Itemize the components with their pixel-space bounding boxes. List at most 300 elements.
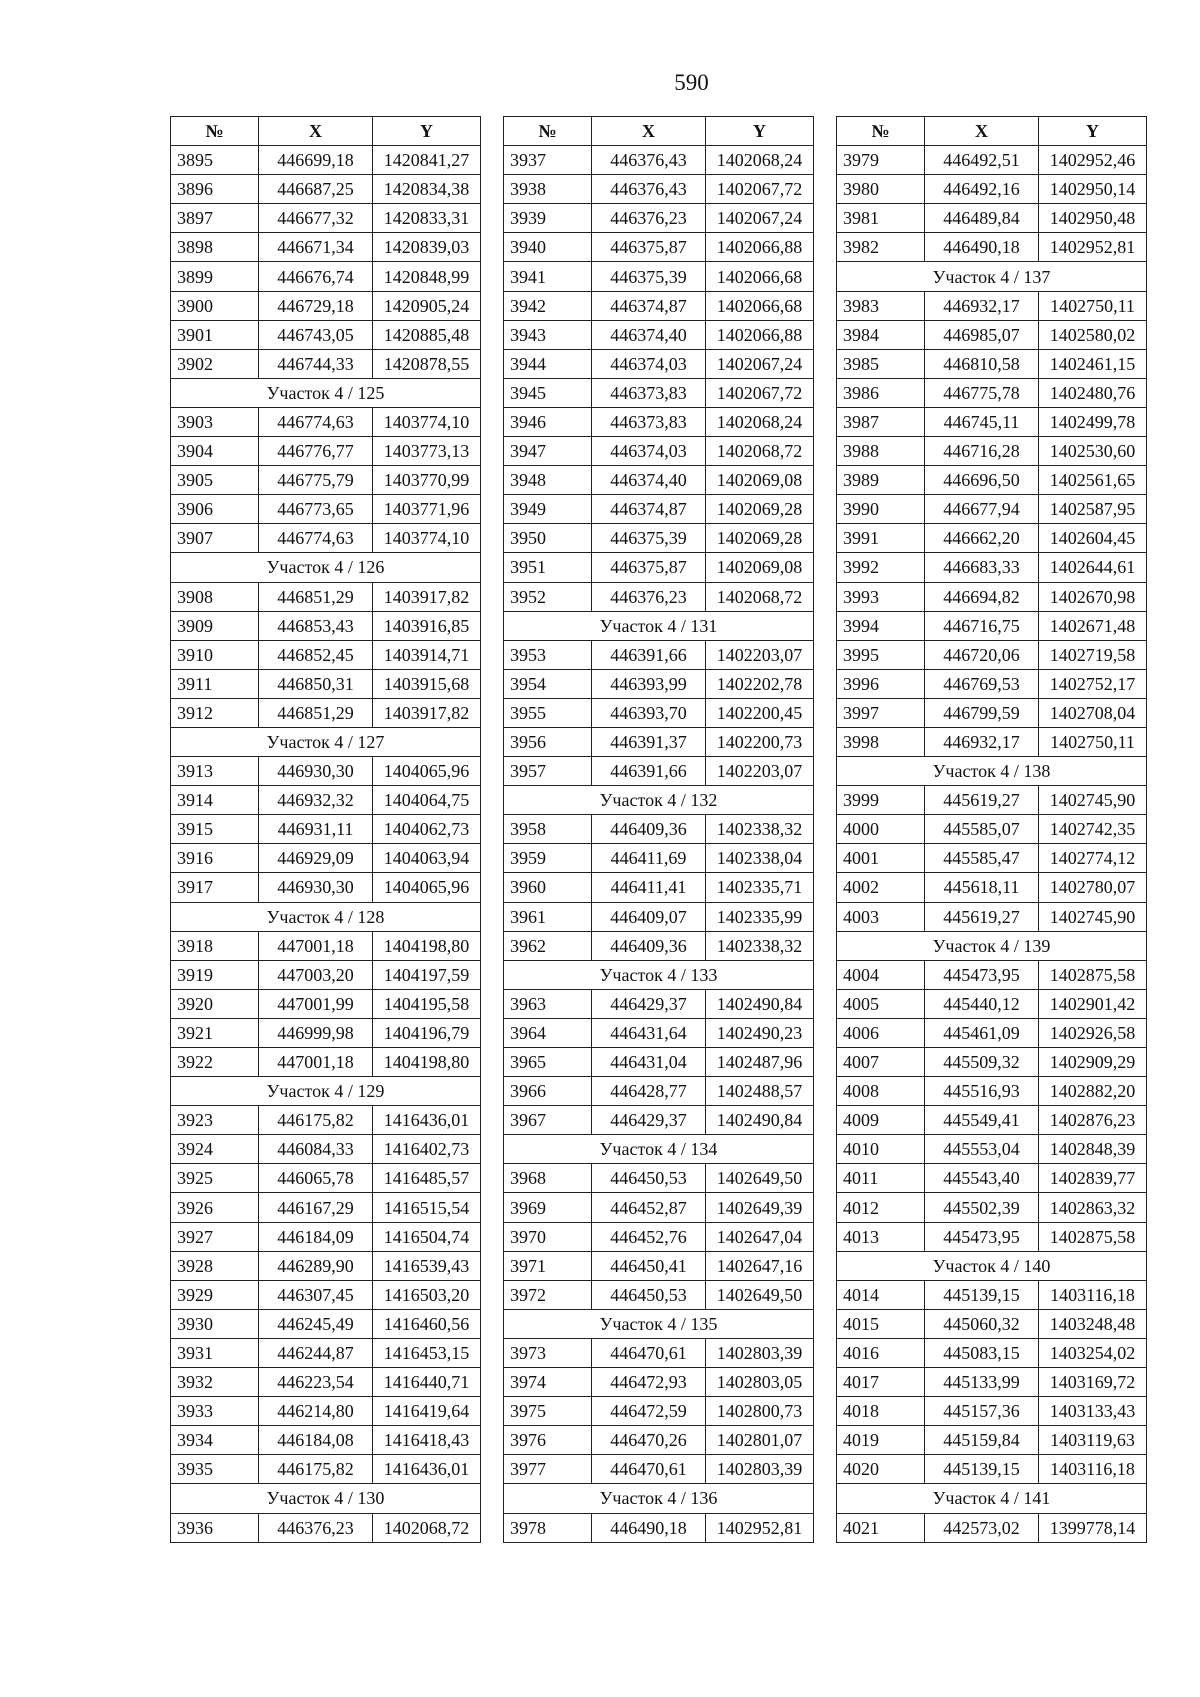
y-coordinate: 1402069,08 (706, 553, 814, 582)
y-coordinate: 1402335,71 (706, 873, 814, 902)
table-row (837, 437, 1147, 466)
section-row (171, 1077, 481, 1106)
table-row (171, 786, 481, 815)
x-coordinate: 446452,87 (592, 1193, 706, 1222)
x-coordinate: 445083,15 (925, 1338, 1039, 1367)
section-row (504, 786, 814, 815)
point-number: 3959 (504, 844, 592, 873)
point-number: 3964 (504, 1018, 592, 1047)
table-row (504, 1222, 814, 1251)
point-number: 4016 (837, 1338, 925, 1367)
point-number: 3951 (504, 553, 592, 582)
point-number: 3991 (837, 524, 925, 553)
y-coordinate: 1403914,71 (373, 640, 481, 669)
table-header-row (837, 117, 1147, 146)
point-number: 3997 (837, 698, 925, 727)
x-coordinate: 446932,17 (925, 727, 1039, 756)
y-coordinate: 1402839,77 (1039, 1164, 1147, 1193)
point-number: 3948 (504, 466, 592, 495)
x-coordinate: 445618,11 (925, 873, 1039, 902)
point-number: 3957 (504, 757, 592, 786)
y-coordinate: 1402876,23 (1039, 1106, 1147, 1135)
y-coordinate: 1402649,50 (706, 1280, 814, 1309)
point-number: 3950 (504, 524, 592, 553)
x-coordinate: 445157,36 (925, 1397, 1039, 1426)
x-coordinate: 446470,61 (592, 1455, 706, 1484)
coordinates-table-2 (503, 116, 814, 1543)
table-row (837, 902, 1147, 931)
table-row (504, 1426, 814, 1455)
y-coordinate: 1402587,95 (1039, 495, 1147, 524)
y-coordinate: 1402909,29 (1039, 1048, 1147, 1077)
y-coordinate: 1404198,80 (373, 1048, 481, 1077)
y-coordinate: 1403915,68 (373, 669, 481, 698)
point-number: 3998 (837, 727, 925, 756)
x-coordinate: 446492,16 (925, 175, 1039, 204)
section-row (837, 931, 1147, 960)
point-number: 3914 (171, 786, 259, 815)
table-row (171, 407, 481, 436)
point-number: 4014 (837, 1280, 925, 1309)
table-row (171, 640, 481, 669)
y-coordinate: 1416402,73 (373, 1135, 481, 1164)
y-coordinate: 1402202,78 (706, 669, 814, 698)
point-number: 3938 (504, 175, 592, 204)
point-number: 3904 (171, 437, 259, 466)
section-title: Участок 4 / 139 (837, 931, 1147, 960)
point-number: 3963 (504, 989, 592, 1018)
x-coordinate: 446376,43 (592, 146, 706, 175)
table-row (837, 1077, 1147, 1106)
table-row (171, 175, 481, 204)
point-number: 3906 (171, 495, 259, 524)
y-coordinate: 1402719,58 (1039, 640, 1147, 669)
x-coordinate: 446999,98 (259, 1018, 373, 1047)
table-row (504, 378, 814, 407)
point-number: 4013 (837, 1222, 925, 1251)
point-number: 3930 (171, 1309, 259, 1338)
x-coordinate: 446375,39 (592, 262, 706, 291)
y-coordinate: 1404065,96 (373, 873, 481, 902)
header-x: X (592, 117, 706, 146)
coordinates-table-1 (170, 116, 481, 1543)
point-number: 4011 (837, 1164, 925, 1193)
table-row (837, 640, 1147, 669)
x-coordinate: 446374,40 (592, 466, 706, 495)
y-coordinate: 1416485,57 (373, 1164, 481, 1193)
table-row (504, 349, 814, 378)
table-row (837, 669, 1147, 698)
point-number: 3945 (504, 378, 592, 407)
point-number: 4012 (837, 1193, 925, 1222)
x-coordinate: 445060,32 (925, 1309, 1039, 1338)
x-coordinate: 446450,53 (592, 1164, 706, 1193)
point-number: 3955 (504, 698, 592, 727)
y-coordinate: 1402490,23 (706, 1018, 814, 1047)
x-coordinate: 446810,58 (925, 349, 1039, 378)
table-row (837, 1426, 1147, 1455)
y-coordinate: 1402647,04 (706, 1222, 814, 1251)
point-number: 3965 (504, 1048, 592, 1077)
section-row (171, 553, 481, 582)
table-row (837, 553, 1147, 582)
y-coordinate: 1402803,39 (706, 1338, 814, 1367)
x-coordinate: 446175,82 (259, 1455, 373, 1484)
y-coordinate: 1402066,68 (706, 262, 814, 291)
point-number: 3917 (171, 873, 259, 902)
point-number: 3958 (504, 815, 592, 844)
section-row (837, 262, 1147, 291)
point-number: 3962 (504, 931, 592, 960)
table-row (504, 669, 814, 698)
x-coordinate: 445461,09 (925, 1018, 1039, 1047)
point-number: 3949 (504, 495, 592, 524)
x-coordinate: 447001,18 (259, 1048, 373, 1077)
y-coordinate: 1402480,76 (1039, 378, 1147, 407)
x-coordinate: 446223,54 (259, 1368, 373, 1397)
point-number: 3916 (171, 844, 259, 873)
y-coordinate: 1403116,18 (1039, 1455, 1147, 1484)
header-x: X (925, 117, 1039, 146)
section-row (837, 757, 1147, 786)
point-number: 3968 (504, 1164, 592, 1193)
y-coordinate: 1404195,58 (373, 989, 481, 1018)
point-number: 4001 (837, 844, 925, 873)
y-coordinate: 1404063,94 (373, 844, 481, 873)
table-row (837, 524, 1147, 553)
table-row (837, 727, 1147, 756)
y-coordinate: 1416539,43 (373, 1251, 481, 1280)
x-coordinate: 445159,84 (925, 1426, 1039, 1455)
section-title: Участок 4 / 126 (171, 553, 481, 582)
table-row (504, 902, 814, 931)
section-title: Участок 4 / 133 (504, 960, 814, 989)
y-coordinate: 1402487,96 (706, 1048, 814, 1077)
table-row (504, 1018, 814, 1047)
section-title: Участок 4 / 131 (504, 611, 814, 640)
table-row (171, 146, 481, 175)
y-coordinate: 1402745,90 (1039, 786, 1147, 815)
table-row (504, 1251, 814, 1280)
y-coordinate: 1402780,07 (1039, 873, 1147, 902)
y-coordinate: 1402203,07 (706, 757, 814, 786)
x-coordinate: 446743,05 (259, 320, 373, 349)
table-row (504, 1455, 814, 1484)
y-coordinate: 1402745,90 (1039, 902, 1147, 931)
table-row (837, 815, 1147, 844)
y-coordinate: 1402950,14 (1039, 175, 1147, 204)
y-coordinate: 1402068,72 (706, 582, 814, 611)
x-coordinate: 446375,87 (592, 233, 706, 262)
point-number: 3896 (171, 175, 259, 204)
y-coordinate: 1403254,02 (1039, 1338, 1147, 1367)
point-number: 3993 (837, 582, 925, 611)
section-row (504, 611, 814, 640)
x-coordinate: 445619,27 (925, 786, 1039, 815)
point-number: 3944 (504, 349, 592, 378)
x-coordinate: 446375,39 (592, 524, 706, 553)
x-coordinate: 445502,39 (925, 1193, 1039, 1222)
point-number: 3946 (504, 407, 592, 436)
table-row (171, 960, 481, 989)
point-number: 4008 (837, 1077, 925, 1106)
table-row (504, 175, 814, 204)
point-number: 3984 (837, 320, 925, 349)
point-number: 4019 (837, 1426, 925, 1455)
table-row (171, 1048, 481, 1077)
table-row (837, 1048, 1147, 1077)
table-row (171, 989, 481, 1018)
y-coordinate: 1404064,75 (373, 786, 481, 815)
y-coordinate: 1402490,84 (706, 1106, 814, 1135)
y-coordinate: 1402068,24 (706, 407, 814, 436)
point-number: 3909 (171, 611, 259, 640)
point-number: 3952 (504, 582, 592, 611)
table-row (837, 1513, 1147, 1542)
table-row (171, 757, 481, 786)
point-number: 3940 (504, 233, 592, 262)
table-row (837, 466, 1147, 495)
point-number: 3926 (171, 1193, 259, 1222)
point-number: 4015 (837, 1309, 925, 1338)
point-number: 3939 (504, 204, 592, 233)
point-number: 3956 (504, 727, 592, 756)
y-coordinate: 1402742,35 (1039, 815, 1147, 844)
y-coordinate: 1404198,80 (373, 931, 481, 960)
point-number: 3915 (171, 815, 259, 844)
point-number: 3947 (504, 437, 592, 466)
y-coordinate: 1420833,31 (373, 204, 481, 233)
point-number: 3922 (171, 1048, 259, 1077)
x-coordinate: 446244,87 (259, 1338, 373, 1367)
y-coordinate: 1403770,99 (373, 466, 481, 495)
x-coordinate: 446472,93 (592, 1368, 706, 1397)
table-row (171, 1309, 481, 1338)
x-coordinate: 446676,74 (259, 262, 373, 291)
x-coordinate: 446774,63 (259, 524, 373, 553)
y-coordinate: 1420834,38 (373, 175, 481, 204)
table-row (504, 815, 814, 844)
x-coordinate: 445543,40 (925, 1164, 1039, 1193)
point-number: 3992 (837, 553, 925, 582)
section-title: Участок 4 / 128 (171, 902, 481, 931)
section-title: Участок 4 / 129 (171, 1077, 481, 1106)
point-number: 3928 (171, 1251, 259, 1280)
y-coordinate: 1416436,01 (373, 1455, 481, 1484)
y-coordinate: 1402066,68 (706, 291, 814, 320)
point-number: 3974 (504, 1368, 592, 1397)
section-title: Участок 4 / 141 (837, 1484, 1147, 1513)
point-number: 3966 (504, 1077, 592, 1106)
point-number: 3933 (171, 1397, 259, 1426)
x-coordinate: 446687,25 (259, 175, 373, 204)
y-coordinate: 1403771,96 (373, 495, 481, 524)
section-row (171, 727, 481, 756)
y-coordinate: 1402649,50 (706, 1164, 814, 1193)
point-number: 3907 (171, 524, 259, 553)
point-number: 3969 (504, 1193, 592, 1222)
y-coordinate: 1402067,72 (706, 378, 814, 407)
point-number: 3931 (171, 1338, 259, 1367)
x-coordinate: 445619,27 (925, 902, 1039, 931)
x-coordinate: 446472,59 (592, 1397, 706, 1426)
x-coordinate: 446374,40 (592, 320, 706, 349)
point-number: 3971 (504, 1251, 592, 1280)
point-number: 3923 (171, 1106, 259, 1135)
table-row (504, 1164, 814, 1193)
table-row (837, 1397, 1147, 1426)
section-title: Участок 4 / 140 (837, 1251, 1147, 1280)
point-number: 3936 (171, 1513, 259, 1542)
point-number: 3970 (504, 1222, 592, 1251)
y-coordinate: 1402752,17 (1039, 669, 1147, 698)
y-coordinate: 1403169,72 (1039, 1368, 1147, 1397)
point-number: 3934 (171, 1426, 259, 1455)
table-row (171, 1455, 481, 1484)
x-coordinate: 446376,23 (259, 1513, 373, 1542)
x-coordinate: 446671,34 (259, 233, 373, 262)
y-coordinate: 1416436,01 (373, 1106, 481, 1135)
point-number: 3932 (171, 1368, 259, 1397)
y-coordinate: 1402200,73 (706, 727, 814, 756)
x-coordinate: 447001,18 (259, 931, 373, 960)
x-coordinate: 446694,82 (925, 582, 1039, 611)
table-row (837, 320, 1147, 349)
table-row (837, 960, 1147, 989)
x-coordinate: 446852,45 (259, 640, 373, 669)
point-number: 3995 (837, 640, 925, 669)
x-coordinate: 446245,49 (259, 1309, 373, 1338)
point-number: 3903 (171, 407, 259, 436)
y-coordinate: 1402461,15 (1039, 349, 1147, 378)
y-coordinate: 1402067,72 (706, 175, 814, 204)
point-number: 3967 (504, 1106, 592, 1135)
x-coordinate: 446376,23 (592, 204, 706, 233)
x-coordinate: 445133,99 (925, 1368, 1039, 1397)
y-coordinate: 1420839,03 (373, 233, 481, 262)
x-coordinate: 446683,33 (925, 553, 1039, 582)
table-row (837, 146, 1147, 175)
section-row (171, 902, 481, 931)
y-coordinate: 1402068,72 (373, 1513, 481, 1542)
table-row (504, 931, 814, 960)
table-row (837, 1338, 1147, 1367)
y-coordinate: 1402882,20 (1039, 1077, 1147, 1106)
table-row (171, 873, 481, 902)
section-title: Участок 4 / 127 (171, 727, 481, 756)
y-coordinate: 1403248,48 (1039, 1309, 1147, 1338)
y-coordinate: 1402670,98 (1039, 582, 1147, 611)
y-coordinate: 1402901,42 (1039, 989, 1147, 1018)
x-coordinate: 446214,80 (259, 1397, 373, 1426)
section-title: Участок 4 / 134 (504, 1135, 814, 1164)
y-coordinate: 1420905,24 (373, 291, 481, 320)
table-row (837, 989, 1147, 1018)
x-coordinate: 446289,90 (259, 1251, 373, 1280)
y-coordinate: 1403116,18 (1039, 1280, 1147, 1309)
section-title: Участок 4 / 138 (837, 757, 1147, 786)
x-coordinate: 445473,95 (925, 960, 1039, 989)
x-coordinate: 446429,37 (592, 989, 706, 1018)
point-number: 3924 (171, 1135, 259, 1164)
table-row (171, 204, 481, 233)
x-coordinate: 446985,07 (925, 320, 1039, 349)
x-coordinate: 446850,31 (259, 669, 373, 698)
point-number: 3982 (837, 233, 925, 262)
point-number: 4018 (837, 1397, 925, 1426)
x-coordinate: 446932,32 (259, 786, 373, 815)
point-number: 3960 (504, 873, 592, 902)
point-number: 3975 (504, 1397, 592, 1426)
x-coordinate: 447001,99 (259, 989, 373, 1018)
point-number: 3920 (171, 989, 259, 1018)
x-coordinate: 446729,18 (259, 291, 373, 320)
point-number: 3961 (504, 902, 592, 931)
x-coordinate: 446084,33 (259, 1135, 373, 1164)
point-number: 3983 (837, 291, 925, 320)
table-row (171, 669, 481, 698)
x-coordinate: 446450,53 (592, 1280, 706, 1309)
x-coordinate: 445585,07 (925, 815, 1039, 844)
x-coordinate: 446431,04 (592, 1048, 706, 1077)
table-row (171, 349, 481, 378)
table-row (171, 1338, 481, 1367)
y-coordinate: 1402649,39 (706, 1193, 814, 1222)
table-row (504, 524, 814, 553)
x-coordinate: 446409,36 (592, 815, 706, 844)
section-title: Участок 4 / 136 (504, 1484, 814, 1513)
table-row (504, 437, 814, 466)
table-row (504, 466, 814, 495)
y-coordinate: 1402644,61 (1039, 553, 1147, 582)
y-coordinate: 1416515,54 (373, 1193, 481, 1222)
point-number: 3935 (171, 1455, 259, 1484)
table-row (171, 1280, 481, 1309)
table-row (504, 291, 814, 320)
x-coordinate: 446932,17 (925, 291, 1039, 320)
x-coordinate: 445549,41 (925, 1106, 1039, 1135)
y-coordinate: 1420848,99 (373, 262, 481, 291)
table-row (837, 495, 1147, 524)
x-coordinate: 446167,29 (259, 1193, 373, 1222)
point-number: 3994 (837, 611, 925, 640)
table-row (504, 495, 814, 524)
point-number: 3900 (171, 291, 259, 320)
x-coordinate: 446720,06 (925, 640, 1039, 669)
table-row (171, 1397, 481, 1426)
table-row (504, 873, 814, 902)
table-row (171, 844, 481, 873)
y-coordinate: 1420841,27 (373, 146, 481, 175)
y-coordinate: 1420878,55 (373, 349, 481, 378)
x-coordinate: 446373,83 (592, 407, 706, 436)
x-coordinate: 446776,77 (259, 437, 373, 466)
header-y: Y (706, 117, 814, 146)
table-row (171, 931, 481, 960)
x-coordinate: 446391,37 (592, 727, 706, 756)
point-number: 3953 (504, 640, 592, 669)
table-row (837, 1106, 1147, 1135)
table-row (837, 873, 1147, 902)
point-number: 4007 (837, 1048, 925, 1077)
y-coordinate: 1402803,39 (706, 1455, 814, 1484)
table-row (504, 757, 814, 786)
section-row (504, 1135, 814, 1164)
x-coordinate: 446699,18 (259, 146, 373, 175)
y-coordinate: 1402863,32 (1039, 1193, 1147, 1222)
y-coordinate: 1403917,82 (373, 698, 481, 727)
x-coordinate: 446769,53 (925, 669, 1039, 698)
